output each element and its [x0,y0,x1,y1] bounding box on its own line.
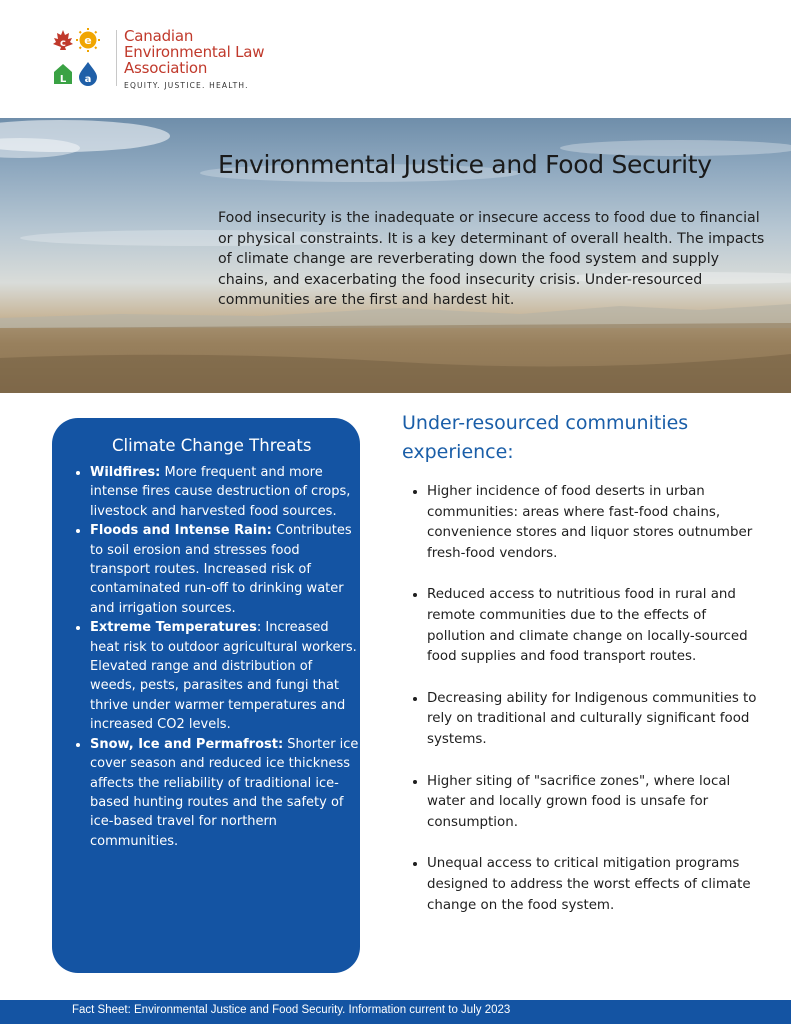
threat-text: More frequent and more intense fires cause destruction of crops, livestock and harvested food sources. [90,465,351,519]
list-item: • Reduced access to nutritious food in rural and remote communities due to the effects of pollution and climate change on locally-sourced food supplies and food transport routes. [427,585,767,667]
org-name-line3: Association [124,59,208,77]
list-item: • Decreasing ability for Indigenous communities to rely on traditional and culturally significant food systems. [427,689,767,751]
tagline: EQUITY. JUSTICE. HEALTH. [124,81,249,90]
list-item: • Unequal access to critical mitigation programs designed to address the worst effects of climate change on the food system. [427,854,767,916]
list-item [90,735,360,851]
threat-text: : Increased heat risk to outdoor agricultural workers. Elevated range and distribution of weeds, pests, parasites and fungi that thrive under warmer temperatures and increased CO2 levels. [90,620,357,733]
logo-divider [116,30,117,86]
threat-label: Extreme Temperatures [90,620,257,636]
climate-threats-box [52,418,360,973]
list-item: • Higher siting of "sacrifice zones", where local water and locally grown food is unsafe for consumption. [427,772,767,834]
threats-list [72,463,360,851]
threat-label: Snow, Ice and Permafrost: [90,736,284,752]
logo-letter: c [60,38,66,49]
list-item [90,521,360,618]
logo-text [118,28,264,90]
communities-title: Under-resourced communities experience: [402,412,689,463]
threats-title: Climate Change Threats [112,436,312,455]
list-item [90,618,360,734]
threat-label: Wildfires: [90,465,161,480]
communities-list [410,482,767,937]
organization-logo [52,28,282,90]
org-name-line2: Environmental Law [124,43,265,61]
threat-text: Shorter ice cover season and reduced ice thickness affects the reliability of traditional ice-based hunting routes and the safety of ice-based travel for northern communities. [90,736,359,849]
logo-letter: a [84,74,92,85]
logo-mark [52,28,112,88]
threat-text: Contributes to soil erosion and stresses food transport routes. Increased risk of contaminated run-off to drinking water and irrigation sources. [90,523,352,616]
list-item [90,463,360,521]
logo-letter: L [59,74,67,85]
footer-text: Fact Sheet: Environmental Justice and Food Security. Information current to July 2023 [72,1004,511,1016]
logo-letter: e [84,34,92,47]
intro-paragraph: Food insecurity is the inadequate or insecure access to food due to financial or physical constraints. It is a key determinant of overall health. The impacts of climate change are reverberating down the food system and supply chains, and exacerbating the food insecurity crisis. Under-resourced communities are the first and hardest hit. [218,210,765,308]
org-name-line1: Canadian [124,27,194,45]
threat-label: Floods and Intense Rain: [90,523,272,539]
footer-bar [0,1000,791,1024]
list-item: • Higher incidence of food deserts in urban communities: areas where fast-food chains, convenience stores and liquor stores outnumber fresh-food vendors. [427,482,767,564]
page-title: Environmental Justice and Food Security [218,150,712,179]
